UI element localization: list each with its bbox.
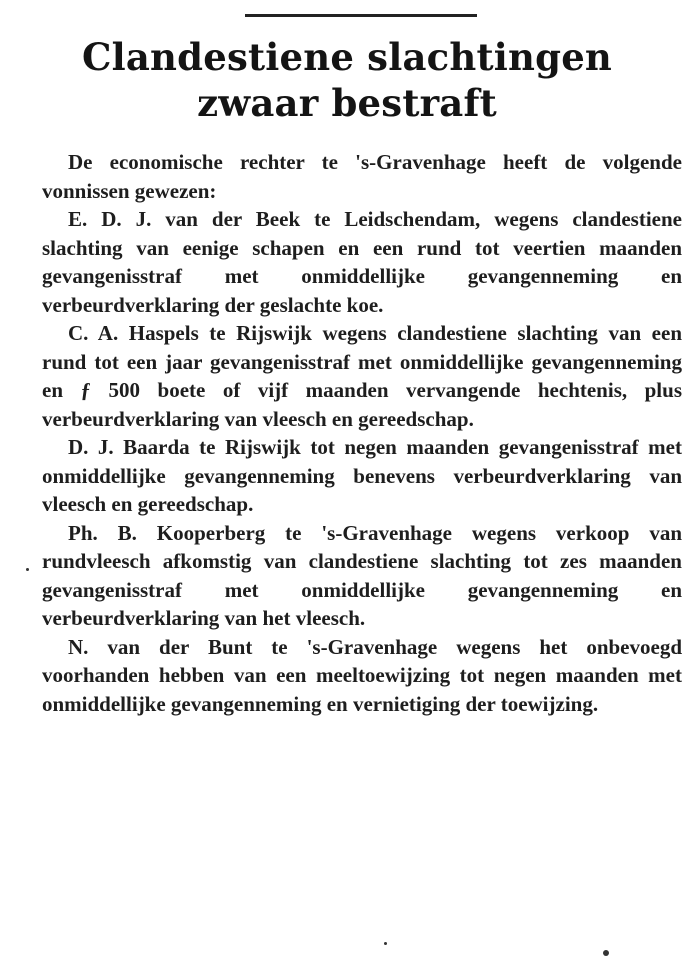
paragraph-verdict-baarda: D. J. Baarda te Rijswijk tot negen maanden gevangenisstraf met onmiddellijke gevangenneming benevens verbeurdverklaring van vleesch en gereedschap.: [42, 435, 682, 516]
headline: [0, 34, 694, 126]
print-speck: [603, 950, 609, 956]
paragraph-verdict-kooperberg: Ph. B. Kooperberg te 's-Gravenhage wegens verkoop van rundvleesch afkomstig van clandestiene slachting tot zes maanden gevangenisstraf met onmiddellijke gevangenneming en verbeurdverklaring van het vleesch.: [42, 520, 682, 630]
paragraph-verdict-van-der-beek: E. D. J. van der Beek te Leidschendam, wegens clandestiene slachting van eenige schapen en een rund tot veertien maanden gevangenisstraf met onmiddellijke gevangenneming en verbeurdverklaring der geslachte koe.: [42, 207, 682, 317]
paragraph-verdict-van-der-bunt: N. van der Bunt te 's-Gravenhage wegens het onbevoegd voorhanden hebben van een meeltoewijzing tot negen maanden met onmiddellijke gevangenneming en vernietiging der toewijzing.: [42, 634, 682, 716]
paragraph-verdict-haspels: C. A. Haspels te Rijswijk wegens clandestiene slachting van een rund tot een jaar gevangenisstraf met onmiddellijke gevangenneming en ƒ 500 boete of vijf maanden vervangende hechtenis, plus verbeurdverklaring van vleesch en gereedschap.: [42, 321, 682, 431]
article-body: [42, 148, 682, 718]
headline-line-1: Clandestiene slachtingen: [81, 35, 613, 79]
headline-line-2: zwaar bestraft: [197, 81, 497, 125]
print-speck: [384, 942, 387, 945]
paragraph-intro: De economische rechter te 's-Gravenhage heeft de volgende vonnissen gewezen:: [42, 150, 682, 203]
print-speck: [26, 568, 29, 571]
top-rule: [245, 14, 477, 17]
